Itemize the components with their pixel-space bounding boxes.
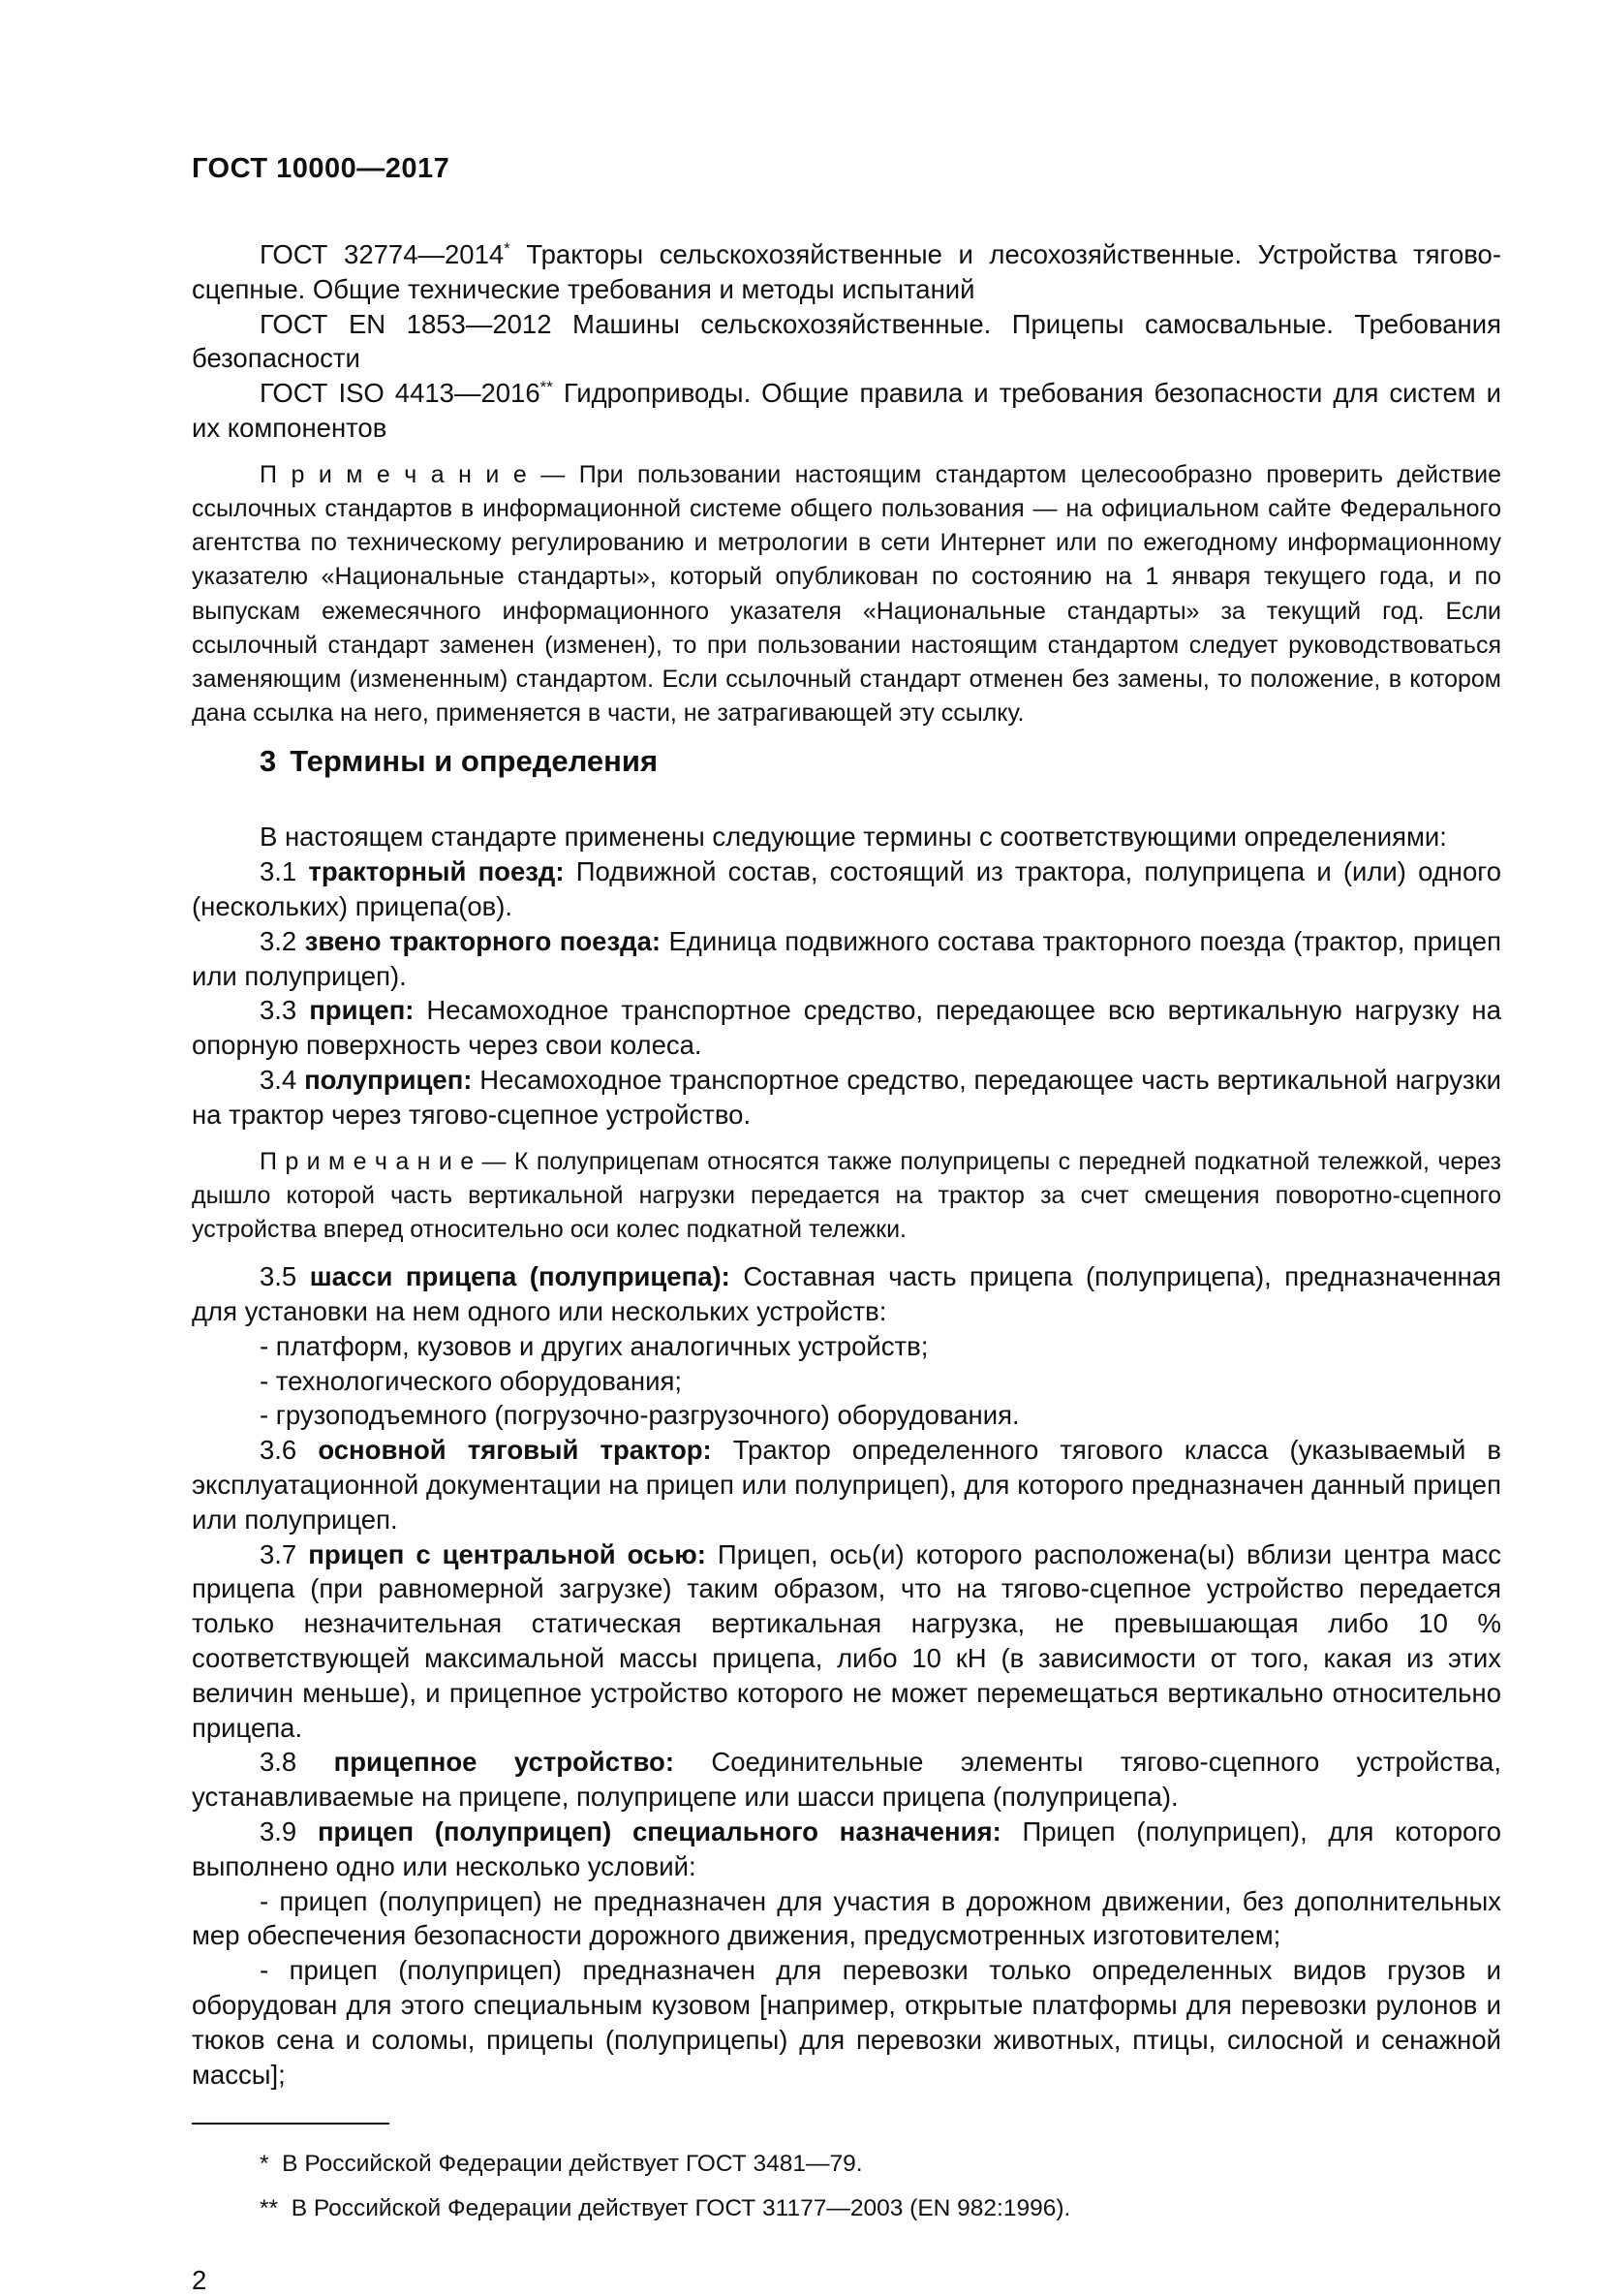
- doc-header: ГОСТ 10000—2017: [192, 153, 450, 184]
- term-list-item: - технологического оборудования;: [260, 1365, 682, 1396]
- term-name: прицепное устройство:: [333, 1747, 674, 1778]
- term-definition: Несамоходное транспортное средство, передающее всю вертикальную нагрузку на опорную поверхность через свои колеса.: [192, 995, 1502, 1061]
- footnote: [192, 2192, 1501, 2224]
- note-label: П р и м е ч а н и е: [260, 460, 527, 488]
- term-number: 3.8: [260, 1747, 297, 1778]
- term-list-item: - прицеп (полуприцеп) предназначен для перевозки только определенных видов грузов и оборудован для этого специальным кузовом [например, открытые платформы для перевозки рулонов и тюков сена и соломы, прицепы (полуприцепы) для перевозки животных, птицы, силосной и сенажной массы];: [192, 1955, 1501, 2090]
- footnote-mark-ref: **: [539, 378, 553, 397]
- term-definition: Единица подвижного состава тракторного поезда (трактор, прицеп или полуприцеп).: [192, 925, 1501, 991]
- note-text: — К полуприцепам относятся также полуприцепы с передней подкатной тележкой, через дышло которой часть вертикальной нагрузки передается на трактор за счет смещения поворотно-сцепного устройства вперед относительно оси колес подкатной тележки.: [192, 1147, 1501, 1243]
- term-definition: Прицеп (полуприцеп), для которого выполнено одно или несколько условий:: [192, 1815, 1502, 1881]
- term-number: 3.2: [260, 925, 297, 956]
- term-definition: Соединительные элементы тягово-сцепного устройства, устанавливаемые на прицепе, полуприцепе или шасси прицепа (полуприцепа).: [192, 1747, 1501, 1813]
- note-label: П р и м е ч а н и е: [260, 1147, 475, 1175]
- term-definition: Несамоходное транспортное средство, передающее часть вертикальной нагрузки на трактор через тягово-сцепное устройство.: [192, 1064, 1501, 1130]
- note-block: [192, 1145, 1501, 1248]
- reference-paragraph: [192, 307, 1501, 377]
- reference-code: ГОСТ ISO 4413—2016: [260, 378, 540, 409]
- term-paragraph-3-8: [192, 1745, 1501, 1815]
- term-paragraph-3-5: [192, 1259, 1501, 1329]
- term-paragraph-3-4: [192, 1063, 1501, 1132]
- footnote-mark-ref: *: [504, 238, 510, 258]
- term-name: звено тракторного поезда:: [304, 925, 662, 956]
- reference-paragraph: [192, 376, 1501, 446]
- term-number: 3.4: [260, 1064, 297, 1095]
- term-name: прицеп с центральной осью:: [308, 1538, 706, 1569]
- footnote-block: [192, 2123, 1501, 2224]
- term-paragraph-3-7: [192, 1537, 1501, 1746]
- footnote-mark: **: [260, 2195, 279, 2222]
- note-text: — При пользовании настоящим стандартом целесообразно проверить действие ссылочных стандартов в информационной системе общего пользования — на официальном сайте Федерального агентства по техническому регулированию и метрологии в сети Интернет или по ежегодному информационному указателю «Национальные стандарты», который опубликован по состоянию на 1 января текущего года, и по выпускам ежемесячного информационного указателя «Национальные стандарты» за текущий год. Если ссылочный стандарт заменен (изменен), то при пользовании настоящим стандартом следует руководствоваться заменяющим (измененным) стандартом. Если ссылочный стандарт отменен без замены, то положение, в котором дана ссылка на него, применяется в части, не затрагивающей эту ссылку.: [192, 460, 1502, 728]
- reference-text: Гидроприводы. Общие правила и требования безопасности для систем и их компонентов: [192, 378, 1501, 443]
- term-name: полуприцеп:: [304, 1064, 473, 1095]
- term-paragraph-3-9: [192, 1815, 1501, 1884]
- page-content: [192, 153, 1501, 2296]
- page-number: 2: [192, 2265, 207, 2296]
- term-paragraph-3-3: [192, 993, 1501, 1063]
- term-number: 3.1: [260, 856, 297, 887]
- reference-text: Машины сельскохозяйственные. Прицепы самосвальные. Требования безопасности: [192, 308, 1501, 374]
- reference-paragraph: [192, 237, 1501, 307]
- reference-code: ГОСТ EN 1853—2012: [260, 308, 552, 339]
- footnote-mark: *: [260, 2151, 269, 2178]
- section-heading: [192, 744, 1501, 779]
- reference-code: ГОСТ 32774—2014: [260, 239, 505, 269]
- note-block: [192, 458, 1501, 731]
- term-name: тракторный поезд:: [308, 856, 565, 887]
- term-number: 3.3: [260, 995, 297, 1026]
- term-definition: Трактор определенного тягового класса (указываемый в эксплуатационной документации на прицеп или полуприцеп), для которого предназначен данный прицеп или полуприцеп.: [192, 1435, 1501, 1535]
- term-definition: Составная часть прицепа (полуприцепа), предназначенная для установки на нем одного или нескольких устройств:: [192, 1261, 1502, 1326]
- term-name: основной тяговый трактор:: [318, 1435, 712, 1466]
- term-number: 3.6: [260, 1435, 297, 1466]
- term-number: 3.9: [260, 1815, 297, 1846]
- term-list-item: - прицеп (полуприцеп) не предназначен для участия в дорожном движении, без дополнительных мер обеспечения безопасности дорожного движения, предусмотренных изготовителем;: [192, 1885, 1501, 1951]
- footnote-text: В Российской Федерации действует ГОСТ 31177—2003 (EN 982:1996).: [291, 2195, 1071, 2222]
- reference-text: Тракторы сельскохозяйственные и лесохозяйственные. Устройства тягово-сцепные. Общие технические требования и методы испытаний: [192, 239, 1501, 304]
- footnote-rule: [192, 2123, 389, 2125]
- section-number: 3: [260, 744, 277, 779]
- footnote: [192, 2148, 1501, 2180]
- term-name: прицеп:: [309, 995, 415, 1026]
- footnote-text: В Российской Федерации действует ГОСТ 3481—79.: [282, 2151, 863, 2178]
- intro-paragraph: В настоящем стандарте применены следующие термины с соответствующими определениями:: [260, 822, 1447, 853]
- term-definition: Прицеп, ось(и) которого расположена(ы) вблизи центра масс прицепа (при равномерной загрузке) таким образом, что на тягово-сцепное устройство передается только незначительная статическая вертикальная нагрузка, не превышающая либо 10 % соответствующей максимальной массы прицепа, либо 10 кН (в зависимости от того, какая из этих величин меньше), и прицепное устройство которого не может перемещаться вертикально относительно прицепа.: [192, 1538, 1501, 1743]
- term-paragraph-3-6: [192, 1433, 1501, 1536]
- term-paragraph-3-2: [192, 924, 1501, 994]
- term-number: 3.7: [260, 1538, 297, 1569]
- term-list-item: - платформ, кузовов и других аналогичных устройств;: [260, 1330, 929, 1361]
- term-name: прицеп (полуприцеп) специального назначения:: [317, 1815, 1001, 1846]
- term-name: шасси прицепа (полуприцепа):: [309, 1261, 730, 1292]
- term-definition: Подвижной состав, состоящий из трактора, полуприцепа и (или) одного (нескольких) прицепа(ов).: [192, 856, 1502, 921]
- term-list-item: - грузоподъемного (погрузочно-разгрузочного) оборудования.: [260, 1400, 1020, 1431]
- term-number: 3.5: [260, 1261, 297, 1292]
- term-paragraph-3-1: [192, 854, 1501, 924]
- section-title: Термины и определения: [290, 744, 659, 779]
